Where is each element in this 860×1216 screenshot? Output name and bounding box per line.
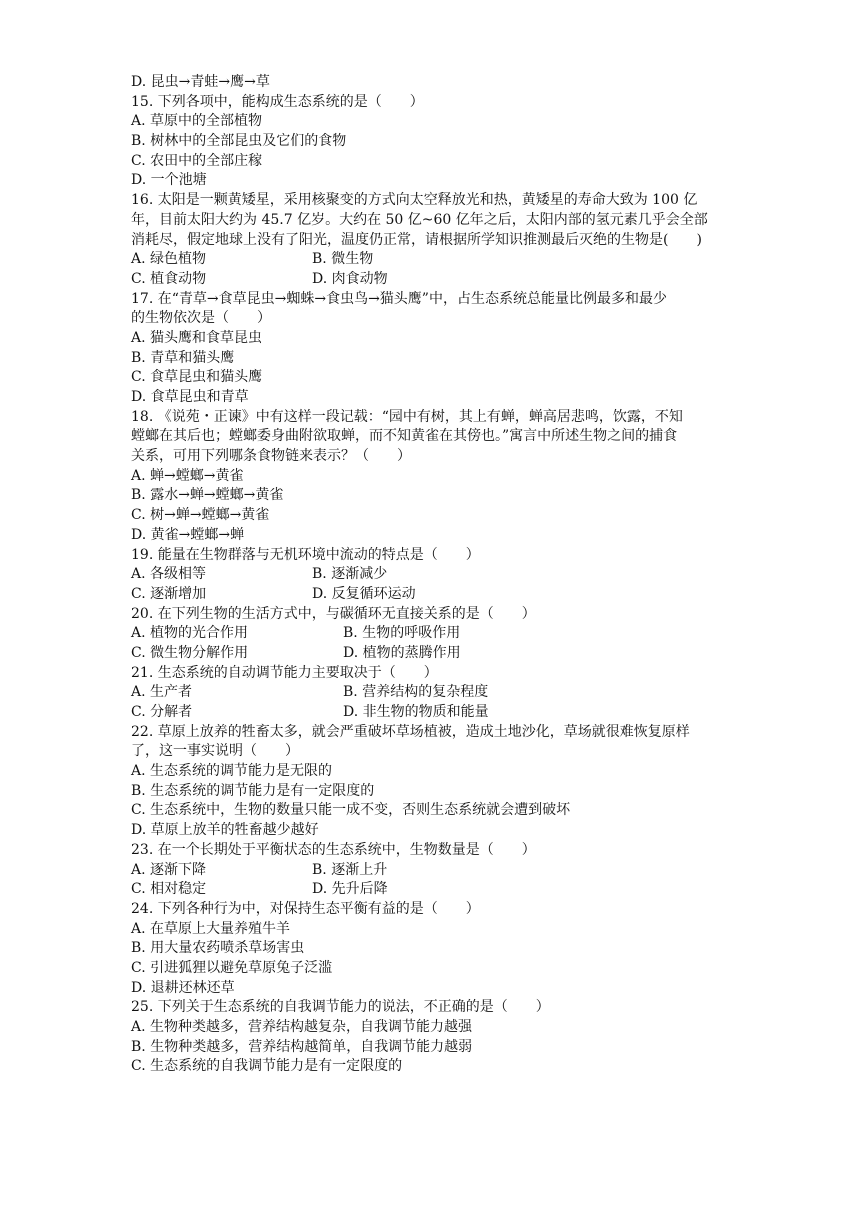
question-16-cont: 年，目前太阳大约为 45.7 亿岁。大约在 50 亿~60 亿年之后，太阳内部的氢元素几乎会全部	[131, 211, 708, 228]
answer-row	[131, 250, 760, 270]
answer-option: C. 植食动物	[131, 270, 207, 287]
answer-option: A. 生态系统的调节能力是无限的	[131, 763, 333, 780]
question-17: 17. 在“青草→食草昆虫→蜘蛛→食虫鸟→猫头鹰”中，占生态系统总能量比例最多和最少	[131, 290, 667, 307]
question-24: 24. 下列各种行为中，对保持生态平衡有益的是（ ）	[131, 900, 480, 917]
answer-option: A. 猫头鹰和食草昆虫	[131, 329, 263, 346]
answer-option: B. 用大量农药喷杀草场害虫	[131, 940, 305, 957]
question-25: 25. 下列关于生态系统的自我调节能力的说法，不正确的是（ ）	[131, 999, 550, 1016]
answer-option: B. 生物的呼吸作用	[343, 625, 461, 642]
answer-option: A. 草原中的全部植物	[131, 113, 263, 130]
question-22: 22. 草原上放养的牲畜太多，就会严重破坏草场植被，造成土地沙化，草场就很难恢复原样	[131, 723, 690, 740]
answer-option: C. 农田中的全部庄稼	[131, 152, 263, 169]
answer-option: C. 逐渐增加	[131, 585, 207, 602]
question-18-cont: 关系，可用下列哪条食物链来表示？（ ）	[131, 448, 411, 465]
answer-option: C. 食草昆虫和猫头鹰	[131, 369, 263, 386]
answer-option: D. 一个池塘	[131, 172, 207, 189]
answer-option: D. 非生物的物质和能量	[343, 704, 489, 720]
question-22-cont: 了，这一事实说明（ ）	[131, 743, 299, 760]
answer-option: B. 微生物	[312, 251, 374, 268]
question-20: 20. 在下列生物的生活方式中，与碳循环无直接关系的是（ ）	[131, 605, 536, 622]
answer-row	[131, 703, 760, 723]
answer-row	[131, 880, 760, 900]
answer-option: C. 生态系统中，生物的数量只能一成不变，否则生态系统就会遭到破坏	[131, 802, 571, 819]
answer-option: B. 营养结构的复杂程度	[343, 684, 489, 701]
answer-option: C. 生态系统的自我调节能力是有一定限度的	[131, 1058, 403, 1075]
answer-row	[131, 683, 760, 703]
answer-option: A. 蝉→螳螂→黄雀	[131, 467, 244, 484]
answer-option: A. 生产者	[131, 684, 193, 701]
question-23: 23. 在一个长期处于平衡状态的生态系统中，生物数量是（ ）	[131, 841, 536, 858]
answer-option: D. 昆虫→青蛙→鹰→草	[131, 74, 270, 90]
answer-option: D. 反复循环运动	[312, 585, 416, 602]
question-18-cont: 螳螂在其后也；螳螂委身曲附欲取蝉，而不知黄雀在其傍也。”寓言中所述生物之间的捕食	[131, 428, 678, 445]
answer-row	[131, 565, 760, 585]
answer-option: B. 生态系统的调节能力是有一定限度的	[131, 782, 375, 799]
answer-option: A. 各级相等	[131, 566, 207, 583]
answer-option: A. 生物种类越多，营养结构越复杂，自我调节能力越强	[131, 1019, 473, 1035]
answer-option: C. 微生物分解作用	[131, 644, 249, 661]
answer-option: B. 逐渐减少	[312, 566, 388, 583]
question-17-cont: 的生物依次是（ ）	[131, 310, 271, 327]
answer-row	[131, 861, 760, 881]
answer-option: A. 在草原上大量养殖牛羊	[131, 920, 291, 937]
answer-option: D. 肉食动物	[312, 270, 388, 287]
question-18: 18. 《说苑・正谏》中有这样一段记载：“园中有树，其上有蝉，蝉高居悲鸣，饮露，不知	[131, 408, 683, 425]
question-16: 16. 太阳是一颗黄矮星，采用核聚变的方式向太空释放光和热，黄矮星的寿命大致为 100 亿	[131, 192, 698, 209]
answer-option: B. 露水→蝉→螳螂→黄雀	[131, 487, 284, 504]
question-21: 21. 生态系统的自动调节能力主要取决于（ ）	[131, 664, 438, 681]
answer-option: D. 草原上放羊的牲畜越少越好	[131, 822, 319, 839]
answer-option: B. 逐渐上升	[312, 861, 388, 878]
answer-option: C. 树→蝉→螳螂→黄雀	[131, 507, 270, 524]
answer-option: D. 先升后降	[312, 881, 388, 898]
question-19: 19. 能量在生物群落与无机环境中流动的特点是（ ）	[131, 546, 480, 563]
question-16-cont: 消耗尽，假定地球上没有了阳光，温度仍正常，请根据所学知识推测最后灭绝的生物是( )	[131, 231, 702, 248]
answer-option: A. 逐渐下降	[131, 861, 207, 878]
answer-row	[131, 624, 760, 644]
answer-option: D. 植物的蒸腾作用	[343, 644, 461, 661]
answer-option: C. 分解者	[131, 704, 193, 720]
answer-option: C. 相对稳定	[131, 881, 207, 898]
answer-row	[131, 270, 760, 290]
answer-option: B. 树林中的全部昆虫及它们的食物	[131, 133, 347, 150]
answer-row	[131, 585, 760, 605]
answer-row	[131, 644, 760, 664]
answer-option: C. 引进狐狸以避免草原兔子泛滥	[131, 959, 333, 976]
question-15: 15. 下列各项中，能构成生态系统的是（ ）	[131, 93, 424, 110]
answer-option: D. 黄雀→螳螂→蝉	[131, 526, 245, 543]
answer-option: A. 植物的光合作用	[131, 625, 249, 642]
answer-option: D. 食草昆虫和青草	[131, 389, 249, 405]
answer-option: D. 退耕还林还草	[131, 979, 235, 996]
answer-option: B. 生物种类越多，营养结构越简单，自我调节能力越弱	[131, 1038, 473, 1055]
answer-option: A. 绿色植物	[131, 251, 207, 268]
answer-option: B. 青草和猫头鹰	[131, 349, 235, 366]
